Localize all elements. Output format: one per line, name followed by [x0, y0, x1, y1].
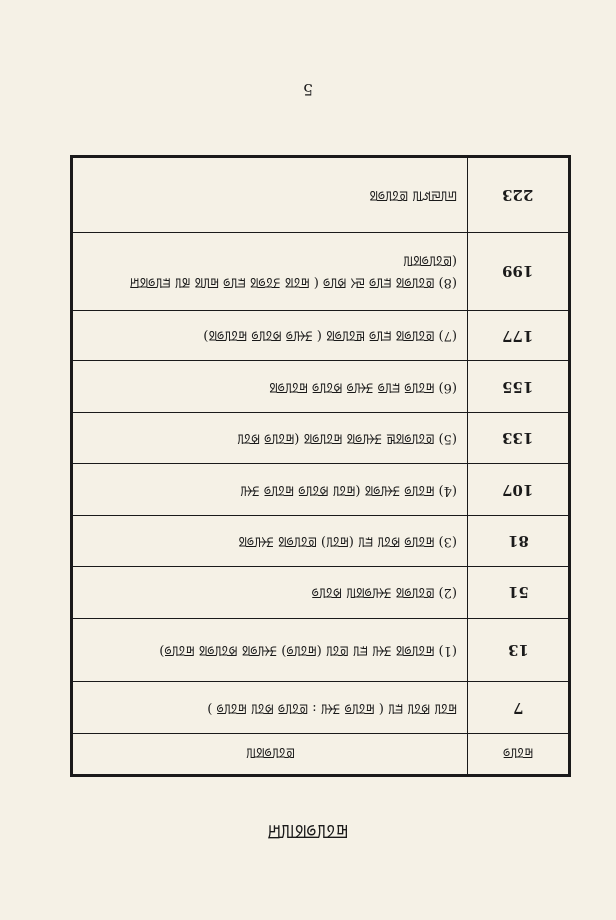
page-number-cell — [468, 310, 570, 361]
page-number-value: 199 — [502, 262, 534, 281]
table-row — [72, 232, 570, 310]
page-number-value: 51 — [507, 583, 529, 602]
header-title-cell — [72, 734, 468, 776]
chapter-title-cell — [72, 619, 468, 682]
page-number-cell — [468, 361, 570, 413]
table-row — [72, 566, 570, 619]
page-number-value: 81 — [507, 531, 529, 550]
chapter-title-line: (6) ꡂꡞꡦꡟ ꡀꡦꡟ ꡗꡡꡦꡟ ꡐꡞꡦꡟ ꡂꡞꡦꡟꡋ — [269, 379, 457, 395]
chapter-title-cell — [72, 681, 468, 734]
chapter-title-cell — [72, 516, 468, 567]
header-page-label: ꡂꡞꡦꡟ — [502, 745, 534, 761]
chapter-title-line: (5) ꡔꡞꡦꡟꡋꡁ ꡗꡡꡦꡟꡋ ꡂꡞꡦꡟꡋ (ꡂꡞꡦꡟ ꡐꡞꡦ — [237, 431, 457, 447]
chapter-title-line: (2) ꡔꡞꡦꡟꡋ ꡗꡡꡦꡟꡋꡃ ꡐꡞꡦꡟ — [311, 585, 457, 601]
page-number-cell — [468, 681, 570, 734]
page-number-cell — [468, 464, 570, 516]
chapter-title-line: ꡚꡦꡙꡜꡃ ꡔꡞꡦꡟꡋ — [369, 187, 457, 203]
page-number-cell — [468, 157, 570, 233]
chapter-title-line: ꡂꡞꡦ ꡐꡞꡦ ꡀꡦ ( ꡂꡞꡦꡟ ꡗꡡꡦ : ꡔꡞꡦꡟ ꡐꡞꡦ ꡂꡞꡦꡟ ) — [207, 700, 457, 716]
chapter-title-cell — [72, 157, 468, 233]
table-row — [72, 464, 570, 516]
table-of-contents — [70, 155, 571, 777]
page-number-cell — [468, 232, 570, 310]
chapter-title-cell — [72, 566, 468, 619]
page-number-value: 107 — [502, 480, 534, 499]
header-title-label: ꡔꡞꡦꡟꡋꡃ — [245, 745, 295, 761]
contents-heading — [0, 820, 616, 844]
chapter-title-cell — [72, 310, 468, 361]
page-number-value: 155 — [502, 377, 534, 396]
page-number-cell — [468, 412, 570, 464]
page-number-cell — [468, 566, 570, 619]
table-row — [72, 619, 570, 682]
page-number: 5 — [302, 80, 314, 99]
table-row — [72, 412, 570, 464]
chapter-title-cell — [72, 361, 468, 413]
table-header-row — [72, 734, 570, 776]
chapter-title-line: (3) ꡂꡞꡦꡟ ꡐꡞꡦ ꡀꡦ (ꡂꡞꡦ) ꡔꡞꡦꡟꡋ ꡗꡡꡦꡟꡋ — [238, 533, 457, 549]
table-row — [72, 310, 570, 361]
table-row — [72, 516, 570, 567]
chapter-title-cell — [72, 464, 468, 516]
chapter-title-cell — [72, 232, 468, 310]
page-number-value: 13 — [507, 641, 529, 660]
page-number-value: 7 — [512, 698, 524, 717]
page-number-value: 177 — [502, 326, 534, 345]
chapter-title-line: (ꡔꡞꡦꡟꡋꡃ — [403, 253, 457, 269]
chapter-title-line: (1) ꡂꡞꡦꡟꡋ ꡗꡡꡦ ꡀꡦ ꡔꡞꡦ (ꡂꡞꡦꡟ) ꡗꡡꡦꡟꡋ ꡐꡞꡦꡟꡋ ꡂꡞꡦꡟ) — [159, 643, 457, 659]
page-number-cell — [468, 619, 570, 682]
table-row — [72, 681, 570, 734]
table-row — [72, 157, 570, 233]
chapter-title-cell — [72, 412, 468, 464]
chapter-title-line: (8) ꡔꡞꡦꡟꡋ ꡀꡦꡟ ꡙꡡ ꡐꡦꡟ ( ꡂꡞꡋ ꡗꡞꡟꡋ ꡀꡦꡟ ꡂꡦꡋ ꡏꡦ ꡀꡦꡟꡋꡒ — [129, 275, 457, 291]
chapter-title-line: (4) ꡂꡞꡦꡟ ꡗꡡꡦꡟꡋ (ꡂꡞꡦ ꡐꡞꡦꡟ ꡂꡞꡦꡟ ꡗꡡꡦ — [240, 482, 457, 498]
header-page-cell — [468, 734, 570, 776]
contents-heading-text: ꡂꡞꡦꡟꡋꡃꡒ — [267, 821, 349, 842]
page-number-value: 223 — [502, 185, 534, 204]
chapter-title-line: (7) ꡔꡞꡦꡟꡋ ꡀꡦꡟ ꡁꡞꡦꡟꡋ ( ꡗꡡꡦꡟ ꡐꡞꡦꡟ ꡂꡞꡦꡟꡋ) — [203, 328, 457, 344]
page-number-value: 133 — [502, 429, 534, 448]
table-row — [72, 361, 570, 413]
page-number-cell — [468, 516, 570, 567]
